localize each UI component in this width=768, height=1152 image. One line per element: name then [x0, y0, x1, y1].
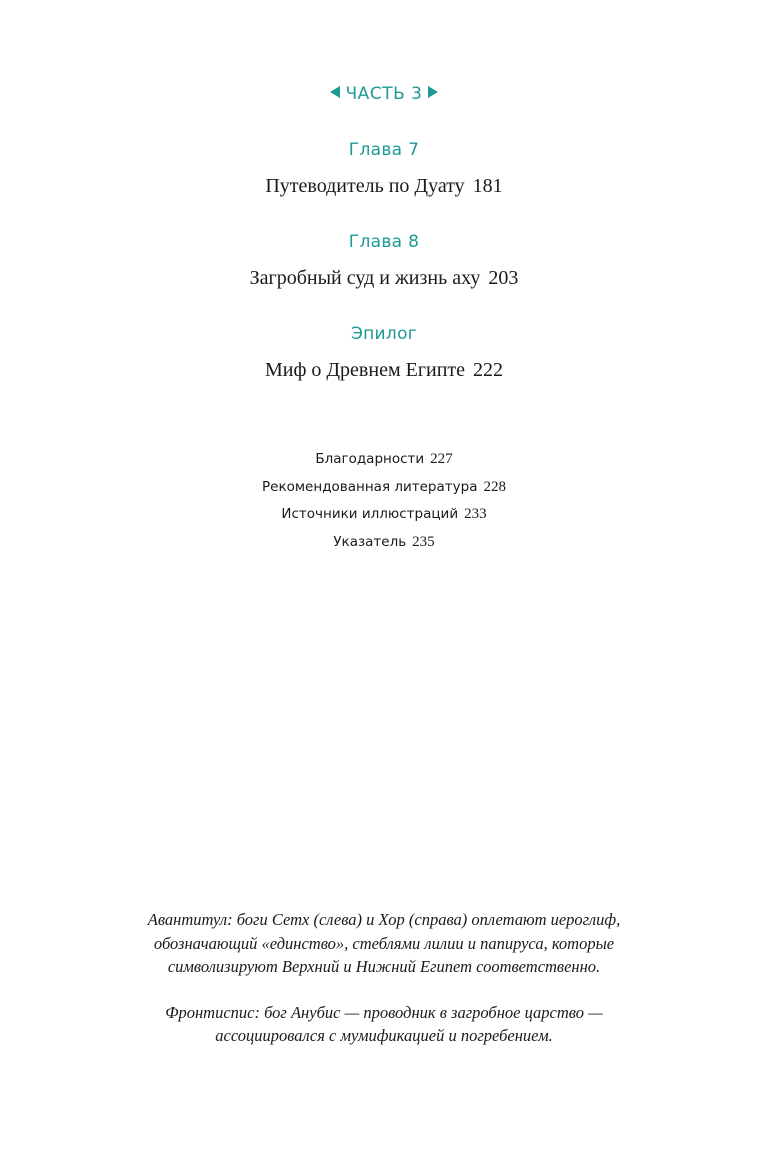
chapter-7-entry[interactable] — [0, 175, 768, 198]
half-title-caption-line: Авантитул: боги Сетх (слева) и Хор (справа) оплетают иероглиф, — [147, 910, 621, 929]
back-matter-item-reading[interactable] — [0, 474, 768, 502]
chapter-7-title: Путеводитель по Дуату — [265, 175, 465, 197]
back-matter-page: 235 — [412, 533, 435, 550]
chapter-8-page: 203 — [488, 267, 519, 289]
part-label: ЧАСТЬ 3 — [345, 84, 423, 104]
epilogue-label: Эпилог — [350, 324, 418, 344]
chapter-8-entry[interactable] — [0, 267, 768, 290]
back-matter-item-index[interactable] — [0, 529, 768, 557]
frontispiece-caption-line: ассоциировался с мумификацией и погребением. — [215, 1026, 553, 1045]
back-matter-page: 233 — [464, 506, 487, 522]
image-captions — [80, 908, 688, 1048]
back-matter-page: 227 — [430, 451, 453, 467]
chapter-7-label: Глава 7 — [348, 140, 420, 160]
epilogue-title: Миф о Древнем Египте — [264, 359, 466, 381]
epilogue-entry[interactable] — [0, 359, 768, 382]
back-matter-title: Указатель — [333, 533, 407, 550]
chapter-8-title: Загробный суд и жизнь аху — [249, 267, 481, 289]
half-title-caption-line: символизируют Верхний и Нижний Египет соответственно. — [167, 957, 601, 976]
triangle-right-icon — [428, 86, 438, 98]
frontispiece-caption-line: Фронтиспис: бог Анубис — проводник в загробное царство — — [165, 1002, 603, 1022]
back-matter-title: Рекомендованная литература — [262, 478, 478, 495]
triangle-left-icon — [330, 86, 340, 98]
back-matter-item-acknowledgements[interactable] — [0, 446, 768, 474]
back-matter-item-illustrations[interactable] — [0, 501, 768, 529]
half-title-caption-line: обозначающий «единство», стеблями лилии и папируса, которые — [153, 933, 615, 953]
epilogue-page: 222 — [473, 359, 504, 381]
back-matter-title: Благодарности — [315, 451, 425, 467]
part-heading — [0, 84, 768, 104]
caption-spacer — [80, 979, 688, 1001]
back-matter-list — [0, 446, 768, 556]
back-matter-page: 228 — [483, 478, 506, 495]
chapter-8-label: Глава 8 — [348, 232, 420, 252]
chapter-7-page: 181 — [472, 175, 503, 197]
back-matter-title: Источники иллюстраций — [281, 506, 459, 522]
